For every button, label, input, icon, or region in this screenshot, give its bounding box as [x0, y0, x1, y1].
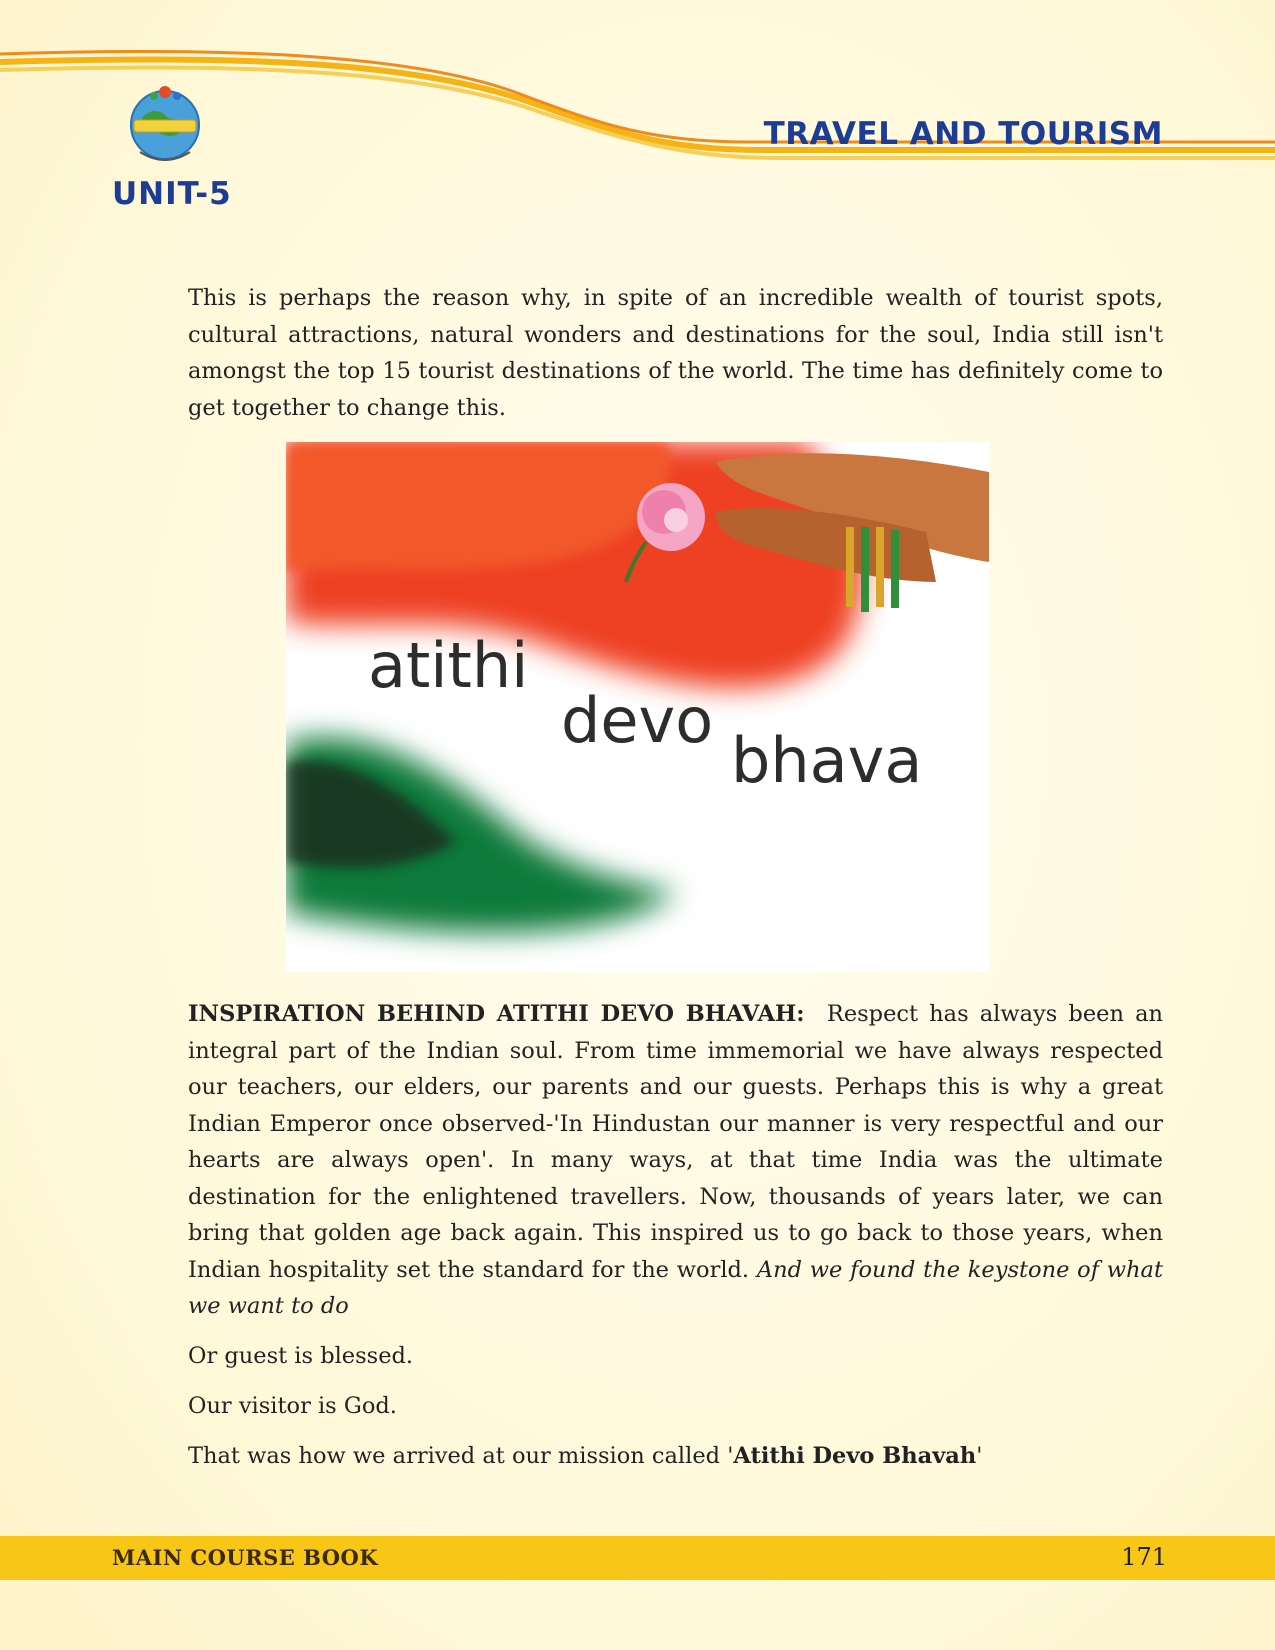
page-number: 171: [1121, 1543, 1167, 1571]
motto-line-3: [188, 1438, 1163, 1474]
poster-word-devo: devo: [561, 684, 714, 757]
inspiration-italic: And we found the keystone of what we want to do: [188, 1256, 1164, 1319]
motto-line-3-suffix: ': [976, 1443, 983, 1469]
cbse-globe-logo-icon: [120, 80, 210, 180]
inspiration-heading: INSPIRATION BEHIND ATITHI DEVO BHAVAH:: [188, 1001, 805, 1027]
footer-book-title: MAIN COURSE BOOK: [112, 1545, 379, 1570]
atithi-devo-bhava-poster: [286, 442, 989, 972]
intro-section: [188, 280, 1163, 426]
mission-name: Atithi Devo Bhavah: [733, 1443, 977, 1469]
inspiration-body: Respect has always been an integral part of the Indian soul. From time immemorial we have always respected our teachers, our elders, our parents and our guests. Perhaps this is why a great Indian Emperor once observed-'In Hindustan our manner is very respectful and our hearts are always open'. In many ways, at that time India was the ultimate destination for the enlightened travellers. Now, thousands of years later, we can bring that golden age back again. This inspired us to go back to those years, when Indian hospitality set the standard for the world.: [188, 1001, 1163, 1283]
poster-artwork: [286, 442, 989, 972]
poster-word-bhava: bhava: [731, 724, 923, 797]
motto-line-2: Our visitor is God.: [188, 1393, 397, 1419]
motto-line-3-prefix: That was how we arrived at our mission called ': [188, 1443, 734, 1469]
inspiration-section: [188, 996, 1163, 1325]
inspiration-paragraph: [188, 996, 1163, 1325]
chapter-title: TRAVEL AND TOURISM: [763, 116, 1163, 152]
motto-lines: [188, 1338, 1163, 1488]
unit-label: UNIT-5: [112, 176, 232, 212]
intro-paragraph: This is perhaps the reason why, in spite of an incredible wealth of tourist spots, cultural attractions, natural wonders and destinations for the soul, India still isn't amongst the top 15 tourist destinations of the world. The time has definitely come to get together to change this.: [188, 285, 1163, 421]
motto-line-1: Or guest is blessed.: [188, 1343, 414, 1369]
poster-word-atithi: atithi: [368, 629, 529, 702]
